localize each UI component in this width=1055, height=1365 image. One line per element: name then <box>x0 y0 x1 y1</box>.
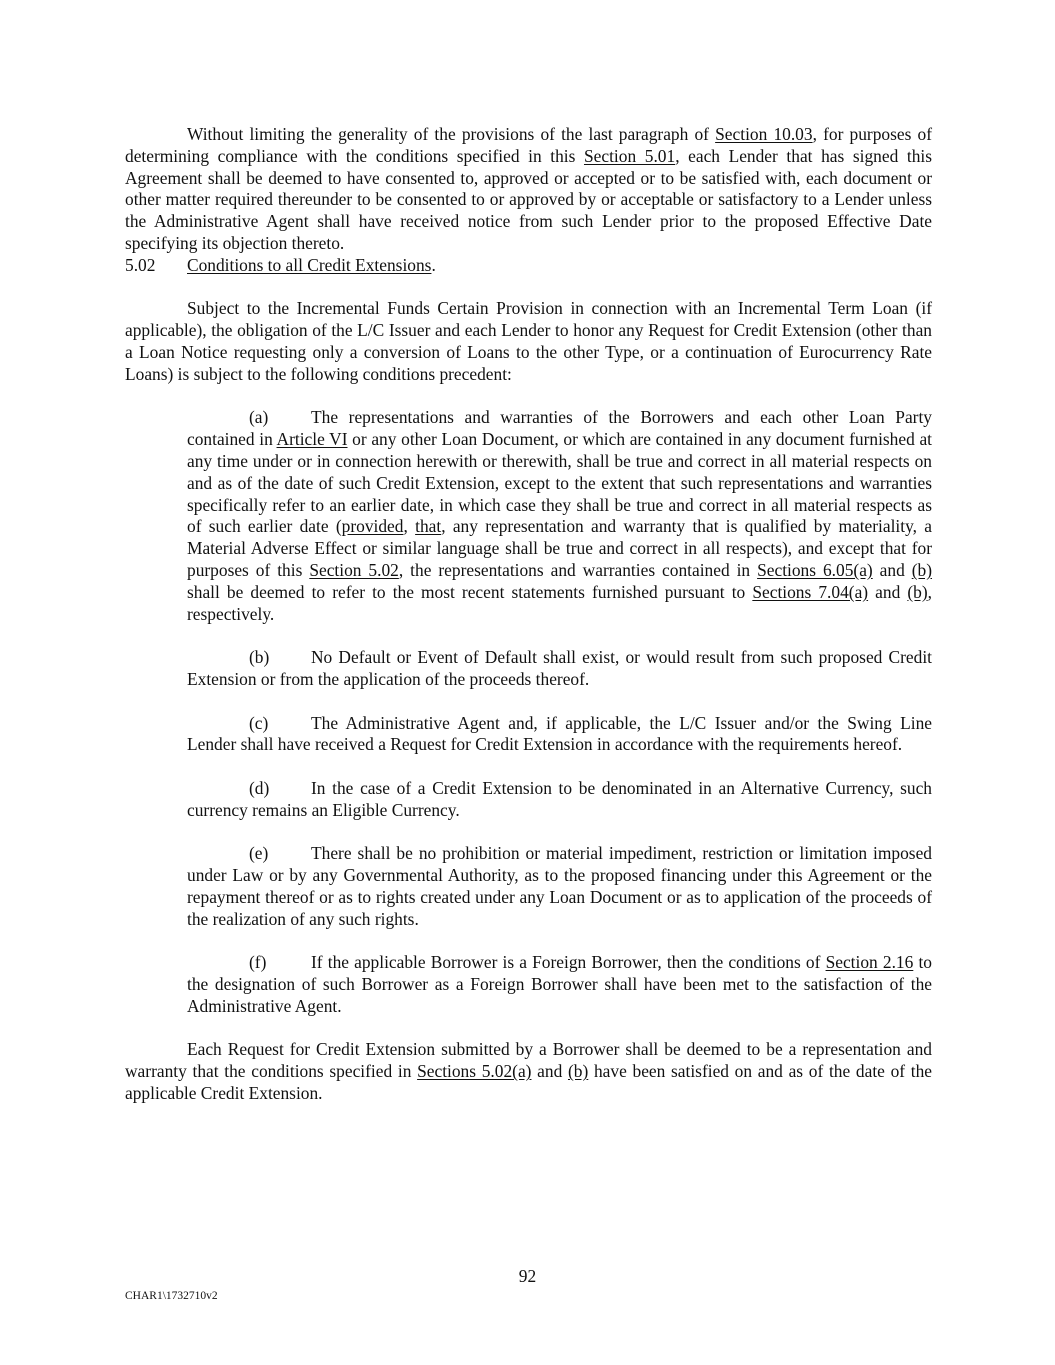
text: or any other Loan Document, or which are contained in any document furnished at any time under or in connection herewith or therewith, shall be true and correct in all material respects on and as of the date of such Credit Extension, except to the extent that such representations and warranties specifically refer to an earlier date, in which case they shall be true and correct in all material respects as of such earlier date ( <box>187 429 932 537</box>
section-reference: Article VI <box>276 429 348 450</box>
text: and <box>531 1061 568 1082</box>
section-reference: Section 10.03 <box>715 124 813 144</box>
paragraph-representation <box>125 1039 932 1104</box>
paragraph-conditions-intro: Subject to the Incremental Funds Certain Provision in connection with an Incremental Term Loan (if applicable), the obligation of the L/C Issuer and each Lender to honor any Request for Credit Extension (other than a Loan Notice requesting only a conversion of Loans to the other Type, or a continuation of Eurocurrency Rate Loans) is subject to the following conditions precedent: <box>125 298 932 384</box>
section-reference: Section 5.01 <box>583 145 676 166</box>
clause-b <box>187 647 932 691</box>
text: The representations and warranties of the Borrowers and each other Loan Party contained in <box>187 407 932 450</box>
clause-label: (a) <box>249 407 269 428</box>
clause-c <box>187 713 932 757</box>
text: , any representation and warranty that is qualified by materiality, a Material Adverse Effect or similar language shall be true and correct in all respects), and except that for purposes of this <box>187 516 932 580</box>
section-reference: Sections 6.05(a) <box>757 559 873 580</box>
section-reference: Section 5.02 <box>309 559 399 580</box>
section-title: Conditions to all Credit Extensions <box>187 254 432 275</box>
text: If the applicable Borrower is a Foreign Borrower, then the conditions of <box>311 952 826 973</box>
text: have been satisfied on and as of the date of the applicable Credit Extension. <box>125 1061 933 1104</box>
section-reference: Sections 7.04(a) <box>752 581 869 602</box>
text: , the representations and warranties contained in <box>398 559 758 580</box>
clause-e <box>187 843 932 930</box>
text: There shall be no prohibition or material impediment, restriction or limitation imposed under Law or by any Governmental Authority, as to the proposed financing under this Agreement or the repayment thereof or as to rights created under any Loan Document or as to application of the proceeds of the realization of any such rights. <box>187 843 932 929</box>
clause-label: (e) <box>249 843 269 864</box>
section-reference: (b) <box>567 1061 589 1082</box>
text: shall be deemed to refer to the most recent statements furnished pursuant to <box>187 581 753 602</box>
text: , respectively. <box>187 581 932 624</box>
clause-label: (c) <box>249 712 269 733</box>
text: to the designation of such Borrower as a Foreign Borrower shall have been met to the satisfaction of the Administrative Agent. <box>187 952 932 1016</box>
page-number: 92 <box>518 1266 537 1286</box>
clause-label: (b) <box>249 647 270 668</box>
section-number: 5.02 <box>125 254 156 275</box>
paragraph-deemed-consent <box>125 124 932 255</box>
section-reference: (b) <box>907 581 928 602</box>
text: No Default or Event of Default shall exist, or would result from such proposed Credit Extension or from the application of the proceeds thereof. <box>187 647 932 689</box>
text: Each Request for Credit Extension submitted by a Borrower shall be deemed to be a representation and warranty that the conditions specified in <box>125 1039 932 1082</box>
section-reference: Sections 5.02(a) <box>417 1061 532 1082</box>
clause-label: (d) <box>249 777 270 798</box>
text: Without limiting the generality of the provisions of the last paragraph of <box>187 124 716 144</box>
clause-a <box>187 407 932 625</box>
clause-f <box>187 952 932 1017</box>
text: In the case of a Credit Extension to be denominated in an Alternative Currency, such currency remains an Eligible Currency. <box>187 777 932 820</box>
text: and <box>868 581 908 602</box>
text: The Administrative Agent and, if applicable, the L/C Issuer and/or the Swing Line Lender shall have received a Request for Credit Extension in accordance with the requirements hereof. <box>187 712 932 755</box>
clause-label: (f) <box>249 952 267 973</box>
section-reference: (b) <box>911 559 933 580</box>
defined-term: that <box>415 516 442 537</box>
text: and <box>872 559 912 580</box>
text: , each Lender that has signed this Agreement shall be deemed to have consented to, approved or accepted or to be satisfied with, each document or other matter required thereunder to be consented to or approved by or acceptable or satisfactory to a Lender unless the Administrative Agent shall have received notice from such Lender prior to the proposed Effective Date specifying its objection thereto. <box>125 145 932 253</box>
section-heading <box>125 255 932 277</box>
document-body <box>125 124 932 1105</box>
clause-d <box>187 778 932 822</box>
text: , <box>403 516 416 537</box>
heading-period: . <box>431 254 436 275</box>
section-reference: Section 2.16 <box>825 952 914 973</box>
text: , for purposes of determining compliance with the conditions specified in this <box>125 124 932 166</box>
document-id: CHAR1\1732710v2 <box>125 1290 218 1302</box>
defined-term: provided <box>341 516 404 537</box>
